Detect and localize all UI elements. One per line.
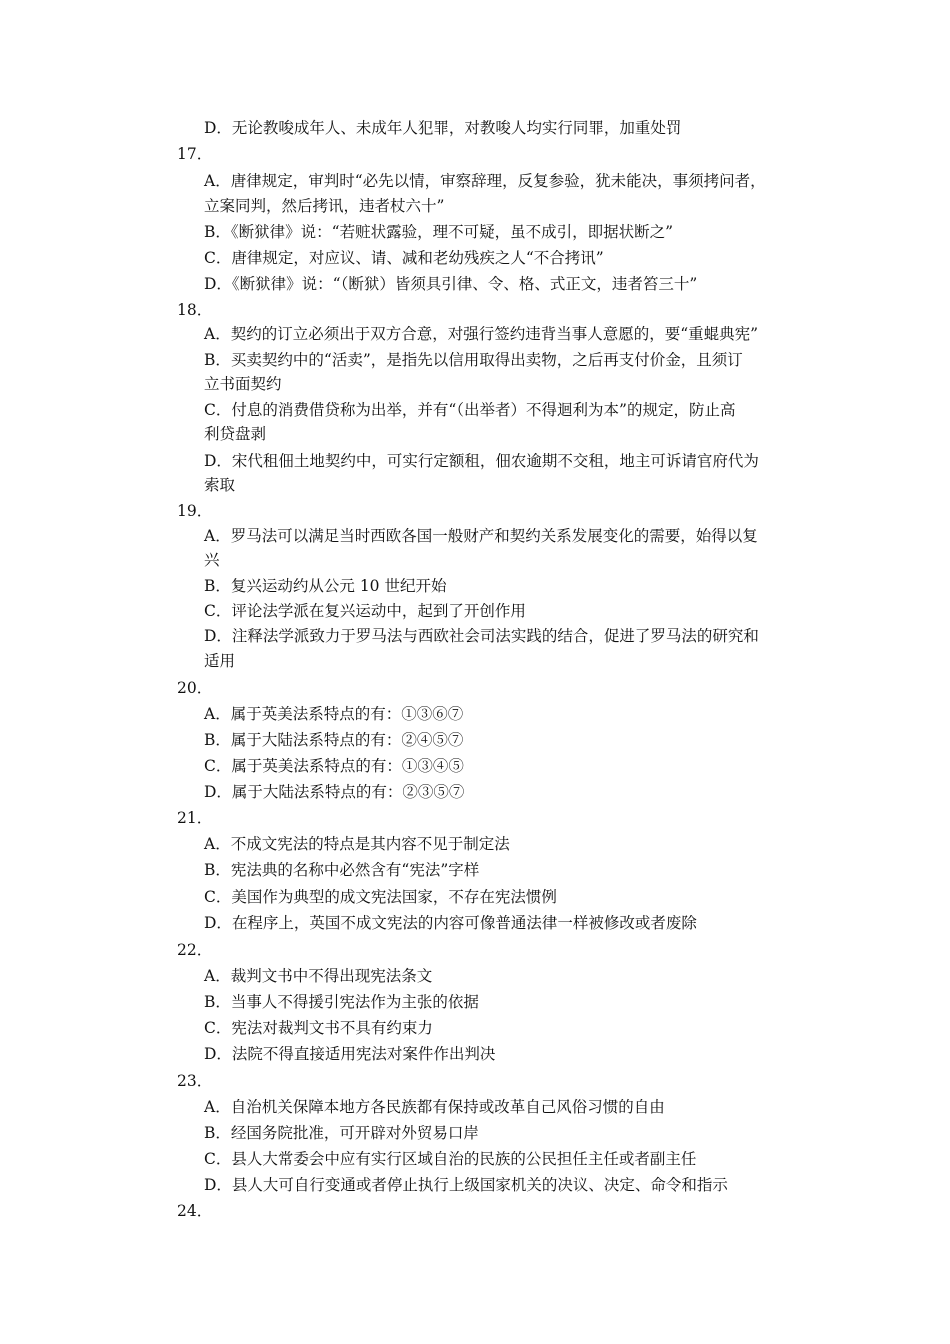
option-line: D．注释法学派致力于罗马法与西欧社会司法实践的结合，促进了罗马法的研究和 bbox=[204, 627, 759, 645]
option-line: A．契约的订立必须出于双方合意，对强行签约违背当事人意愿的，要“重蜫典宪” bbox=[204, 325, 759, 343]
option-line: D．宋代租佃土地契约中，可实行定额租，佃农逾期不交租，地主可诉请官府代为 bbox=[204, 452, 759, 470]
option-line: D．属于大陆法系特点的有：②③⑤⑦ bbox=[204, 783, 465, 801]
option-line: B．经国务院批准，可开辟对外贸易口岸 bbox=[204, 1124, 479, 1142]
option-line: B．属于大陆法系特点的有：②④⑤⑦ bbox=[204, 731, 464, 749]
option-line: C．评论法学派在复兴运动中，起到了开创作用 bbox=[204, 602, 526, 620]
option-line: D．无论教唆成年人、未成年人犯罪，对教唆人均实行同罪，加重处罚 bbox=[204, 119, 682, 137]
option-line: A．罗马法可以满足当时西欧各国一般财产和契约关系发展变化的需要，始得以复 bbox=[204, 527, 758, 545]
option-line: B．买卖契约中的“活卖”，是指先以信用取得出卖物，之后再支付价金，且须订 bbox=[204, 351, 743, 369]
option-line: D．法院不得直接适用宪法对案件作出判决 bbox=[204, 1045, 496, 1063]
option-line: C．唐律规定，对应议、请、减和老幼残疾之人“不合拷讯” bbox=[204, 249, 604, 267]
option-line: A．唐律规定，审判时“必先以情，审察辞理，反复参验，犹未能决，事须拷问者， bbox=[204, 172, 766, 190]
question-number: 19． bbox=[177, 502, 213, 520]
option-continuation: 适用 bbox=[204, 652, 236, 670]
option-line: C．美国作为典型的成文宪法国家，不存在宪法惯例 bbox=[204, 888, 557, 906]
option-line: D．县人大可自行变通或者停止执行上级国家机关的决议、决定、命令和指示 bbox=[204, 1176, 728, 1194]
question-number: 21． bbox=[177, 809, 213, 827]
question-number: 23． bbox=[177, 1072, 213, 1090]
option-line: D．在程序上，英国不成文宪法的内容可像普通法律一样被修改或者废除 bbox=[204, 914, 697, 932]
option-continuation: 立书面契约 bbox=[204, 375, 282, 393]
option-line: A．自治机关保障本地方各民族都有保持或改革自己风俗习惯的自由 bbox=[204, 1098, 665, 1116]
question-number: 18． bbox=[177, 301, 213, 319]
question-number: 24． bbox=[177, 1202, 213, 1220]
option-line: B．当事人不得援引宪法作为主张的依据 bbox=[204, 993, 479, 1011]
option-continuation: 索取 bbox=[204, 476, 236, 494]
question-number: 17． bbox=[177, 145, 213, 163]
option-continuation: 立案同判，然后拷讯，违者杖六十” bbox=[204, 197, 445, 215]
option-continuation: 利贷盘剥 bbox=[204, 425, 267, 443]
option-continuation: 兴 bbox=[204, 551, 220, 569]
option-line: C．属于英美法系特点的有：①③④⑤ bbox=[204, 757, 464, 775]
question-number: 20． bbox=[177, 679, 213, 697]
option-line: B．复兴运动约从公元 10 世纪开始 bbox=[204, 577, 447, 595]
option-line: C．县人大常委会中应有实行区域自治的民族的公民担任主任或者副主任 bbox=[204, 1150, 697, 1168]
option-line: B．《断狱律》说：“若赃状露验，理不可疑，虽不成引，即据状断之” bbox=[204, 223, 673, 241]
question-number: 22． bbox=[177, 941, 213, 959]
option-line: B．宪法典的名称中必然含有“宪法”字样 bbox=[204, 861, 480, 879]
option-line: A．属于英美法系特点的有：①③⑥⑦ bbox=[204, 705, 464, 723]
option-line: C．付息的消费借贷称为出举，并有“（出举者）不得迴利为本”的规定，防止高 bbox=[204, 401, 736, 419]
option-line: A．裁判文书中不得出现宪法条文 bbox=[204, 967, 433, 985]
option-line: A．不成文宪法的特点是其内容不见于制定法 bbox=[204, 835, 510, 853]
option-line: C．宪法对裁判文书不具有约束力 bbox=[204, 1019, 433, 1037]
option-line: D．《断狱律》说：“（断狱）皆须具引律、令、格、式正文，违者笞三十” bbox=[204, 275, 698, 293]
